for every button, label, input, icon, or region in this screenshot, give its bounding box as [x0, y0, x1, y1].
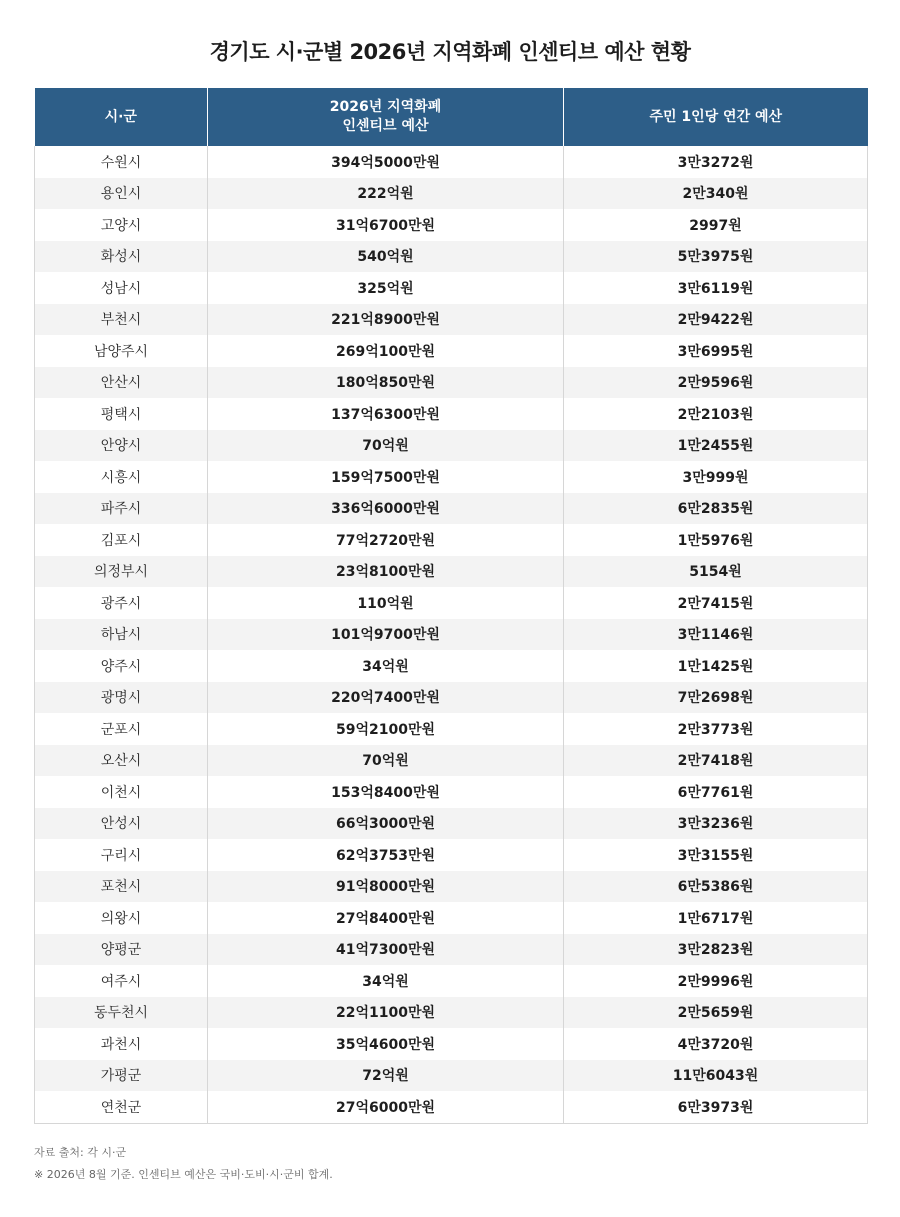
cell-city: 화성시: [35, 241, 208, 273]
budget-table: [34, 88, 868, 1124]
cell-per-capita: 1만5976원: [564, 524, 868, 556]
cell-budget: 59억2100만원: [208, 713, 564, 745]
cell-city: 가평군: [35, 1060, 208, 1092]
page-title: 경기도 시·군별 2026년 지역화폐 인센티브 예산 현황: [209, 40, 691, 64]
cell-city: 의정부시: [35, 556, 208, 588]
table-row: [35, 272, 868, 304]
cell-budget: 23억8100만원: [208, 556, 564, 588]
table-row: [35, 745, 868, 777]
table-row: [35, 808, 868, 840]
cell-city: 양주시: [35, 650, 208, 682]
cell-budget: 110억원: [208, 587, 564, 619]
table-row: [35, 556, 868, 588]
cell-city: 용인시: [35, 178, 208, 210]
cell-city: 여주시: [35, 965, 208, 997]
table-row: [35, 146, 868, 178]
cell-budget: 540억원: [208, 241, 564, 273]
cell-per-capita: 2만7415원: [564, 587, 868, 619]
cell-city: 부천시: [35, 304, 208, 336]
table-row: [35, 871, 868, 903]
cell-city: 파주시: [35, 493, 208, 525]
table-row: [35, 241, 868, 273]
cell-per-capita: 3만6119원: [564, 272, 868, 304]
table-row: [35, 493, 868, 525]
cell-per-capita: 7만2698원: [564, 682, 868, 714]
source-note: 자료 출처: 각 시·군: [34, 1146, 127, 1159]
cell-budget: 153억8400만원: [208, 776, 564, 808]
table-row: [35, 965, 868, 997]
cell-budget: 41억7300만원: [208, 934, 564, 966]
footer: [34, 1142, 333, 1186]
cell-budget: 34억원: [208, 965, 564, 997]
table-row: [35, 713, 868, 745]
header-budget-line1: 2026년 지역화폐: [329, 99, 442, 115]
table-row: [35, 682, 868, 714]
cell-city: 의왕시: [35, 902, 208, 934]
cell-per-capita: 11만6043원: [564, 1060, 868, 1092]
table-row: [35, 1091, 868, 1123]
cell-city: 하남시: [35, 619, 208, 651]
header-city: 시·군: [35, 88, 208, 146]
cell-city: 과천시: [35, 1028, 208, 1060]
cell-city: 동두천시: [35, 997, 208, 1029]
cell-city: 고양시: [35, 209, 208, 241]
cell-per-capita: 1만2455원: [564, 430, 868, 462]
cell-budget: 70억원: [208, 745, 564, 777]
cell-per-capita: 2만7418원: [564, 745, 868, 777]
cell-budget: 35억4600만원: [208, 1028, 564, 1060]
table-row: [35, 902, 868, 934]
cell-budget: 31억6700만원: [208, 209, 564, 241]
cell-per-capita: 3만2823원: [564, 934, 868, 966]
cell-per-capita: 6만7761원: [564, 776, 868, 808]
cell-per-capita: 5만3975원: [564, 241, 868, 273]
cell-budget: 336억6000만원: [208, 493, 564, 525]
footnote: ※ 2026년 8월 기준. 인센티브 예산은 국비·도비·시·군비 합계.: [34, 1168, 333, 1181]
cell-per-capita: 2만9996원: [564, 965, 868, 997]
cell-budget: 72억원: [208, 1060, 564, 1092]
cell-budget: 222억원: [208, 178, 564, 210]
cell-budget: 27억6000만원: [208, 1091, 564, 1123]
cell-budget: 62억3753만원: [208, 839, 564, 871]
cell-city: 안성시: [35, 808, 208, 840]
cell-per-capita: 3만3155원: [564, 839, 868, 871]
table-row: [35, 997, 868, 1029]
cell-per-capita: 1만1425원: [564, 650, 868, 682]
cell-budget: 22억1100만원: [208, 997, 564, 1029]
cell-per-capita: 1만6717원: [564, 902, 868, 934]
cell-budget: 394억5000만원: [208, 146, 564, 178]
cell-per-capita: 2만5659원: [564, 997, 868, 1029]
table-row: [35, 335, 868, 367]
cell-budget: 269억100만원: [208, 335, 564, 367]
cell-per-capita: 2997원: [564, 209, 868, 241]
table-body: [35, 146, 868, 1123]
cell-per-capita: 4만3720원: [564, 1028, 868, 1060]
cell-city: 성남시: [35, 272, 208, 304]
table-row: [35, 367, 868, 399]
table-row: [35, 178, 868, 210]
cell-city: 포천시: [35, 871, 208, 903]
cell-city: 광명시: [35, 682, 208, 714]
budget-table-container: [34, 88, 867, 1124]
cell-city: 남양주시: [35, 335, 208, 367]
cell-budget: 27억8400만원: [208, 902, 564, 934]
table-header-row: [35, 88, 868, 146]
cell-budget: 66억3000만원: [208, 808, 564, 840]
table-row: [35, 461, 868, 493]
cell-per-capita: 3만3236원: [564, 808, 868, 840]
cell-city: 수원시: [35, 146, 208, 178]
table-row: [35, 524, 868, 556]
cell-city: 안양시: [35, 430, 208, 462]
table-row: [35, 430, 868, 462]
cell-budget: 91억8000만원: [208, 871, 564, 903]
cell-budget: 34억원: [208, 650, 564, 682]
cell-per-capita: 2만340원: [564, 178, 868, 210]
cell-city: 구리시: [35, 839, 208, 871]
table-row: [35, 650, 868, 682]
cell-city: 김포시: [35, 524, 208, 556]
cell-per-capita: 6만2835원: [564, 493, 868, 525]
cell-per-capita: 2만9596원: [564, 367, 868, 399]
cell-budget: 137억6300만원: [208, 398, 564, 430]
cell-per-capita: 2만2103원: [564, 398, 868, 430]
cell-per-capita: 3만1146원: [564, 619, 868, 651]
table-row: [35, 1060, 868, 1092]
cell-city: 시흥시: [35, 461, 208, 493]
cell-per-capita: 2만9422원: [564, 304, 868, 336]
header-budget-line2: 인센티브 예산: [342, 118, 429, 134]
cell-per-capita: 6만5386원: [564, 871, 868, 903]
cell-budget: 221억8900만원: [208, 304, 564, 336]
cell-city: 연천군: [35, 1091, 208, 1123]
cell-city: 안산시: [35, 367, 208, 399]
table-row: [35, 619, 868, 651]
cell-city: 이천시: [35, 776, 208, 808]
header-per-capita: 주민 1인당 연간 예산: [564, 88, 868, 146]
cell-per-capita: 2만3773원: [564, 713, 868, 745]
cell-per-capita: 3만999원: [564, 461, 868, 493]
cell-budget: 220억7400만원: [208, 682, 564, 714]
cell-budget: 180억850만원: [208, 367, 564, 399]
cell-city: 평택시: [35, 398, 208, 430]
table-row: [35, 398, 868, 430]
table-row: [35, 776, 868, 808]
cell-city: 오산시: [35, 745, 208, 777]
cell-city: 양평군: [35, 934, 208, 966]
cell-city: 군포시: [35, 713, 208, 745]
cell-budget: 159억7500만원: [208, 461, 564, 493]
table-row: [35, 304, 868, 336]
cell-city: 광주시: [35, 587, 208, 619]
header-budget: [208, 88, 564, 146]
cell-budget: 101억9700만원: [208, 619, 564, 651]
cell-budget: 77억2720만원: [208, 524, 564, 556]
table-row: [35, 839, 868, 871]
table-row: [35, 934, 868, 966]
cell-budget: 325억원: [208, 272, 564, 304]
table-row: [35, 1028, 868, 1060]
table-row: [35, 587, 868, 619]
cell-per-capita: 5154원: [564, 556, 868, 588]
cell-per-capita: 3만6995원: [564, 335, 868, 367]
cell-budget: 70억원: [208, 430, 564, 462]
table-row: [35, 209, 868, 241]
cell-per-capita: 6만3973원: [564, 1091, 868, 1123]
cell-per-capita: 3만3272원: [564, 146, 868, 178]
